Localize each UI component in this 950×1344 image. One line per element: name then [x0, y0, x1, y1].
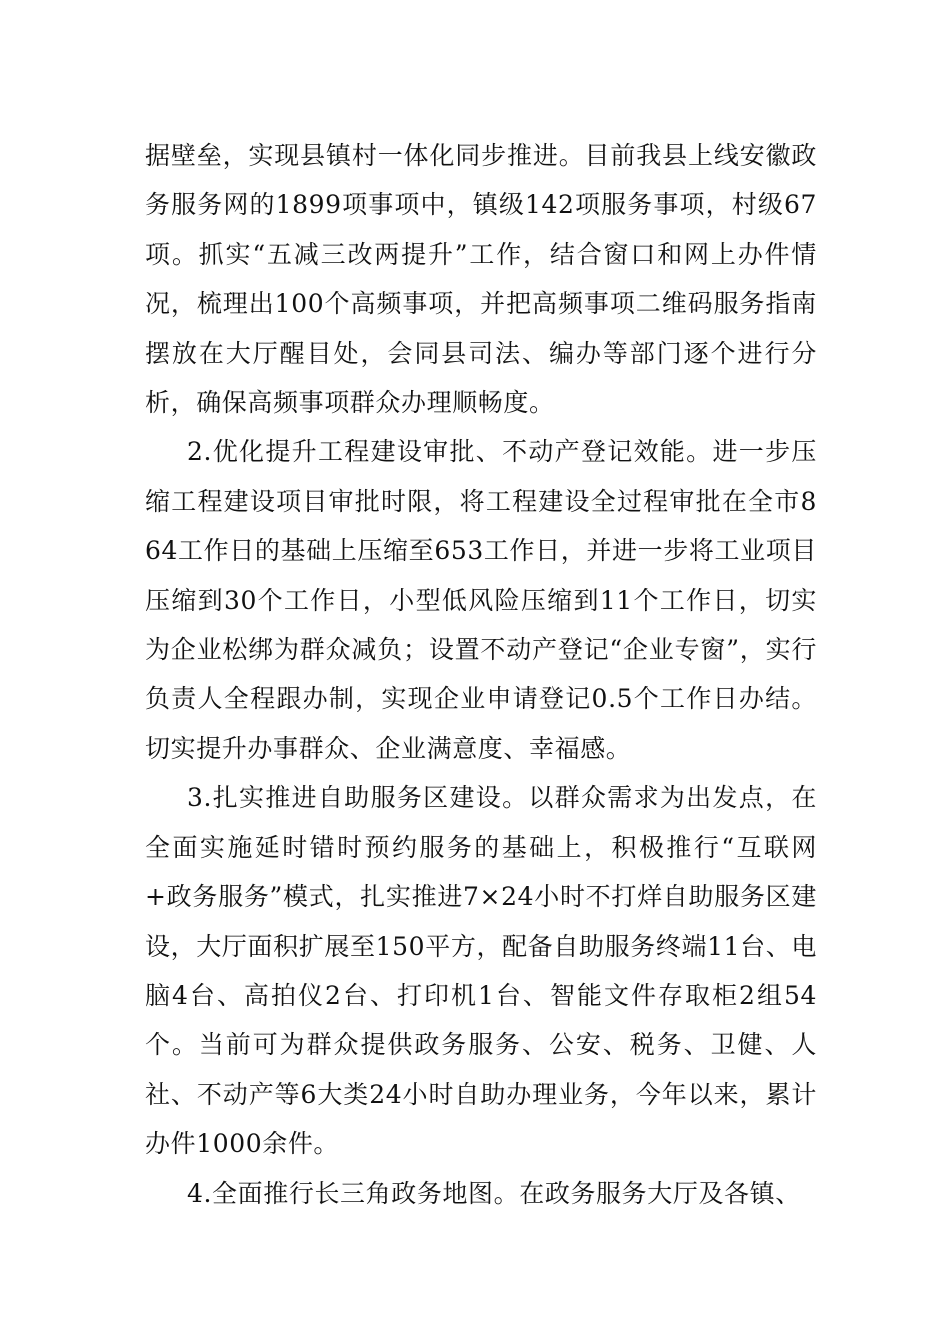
paragraph-item-2: 2.优化提升工程建设审批、不动产登记效能。进一步压缩工程建设项目审批时限，将工程建设全过程审批在全市864工作日的基础上压缩至653工作日，并进一步将工业项目压缩到30个工作日，小型低风险压缩到11个工作日，切实为企业松绑为群众减负；设置不动产登记“企业专窗”，实行负责人全程跟办制，实现企业申请登记0.5个工作日办结。切实提升办事群众、企业满意度、幸福感。 [145, 437, 817, 763]
paragraph-item-3: 3.扎实推进自助服务区建设。以群众需求为出发点，在全面实施延时错时预约服务的基础上，积极推行“互联网+政务服务”模式，扎实推进7×24小时不打烊自助服务区建设，大厅面积扩展至150平方，配备自助服务终端11台、电脑4台、高拍仪2台、打印机1台、智能文件存取柜2组54个。当前可为群众提供政务服务、公安、税务、卫健、人社、不动产等6大类24小时自助办理业务，今年以来，累计办件1000余件。 [145, 783, 817, 1159]
document-body [145, 131, 817, 1218]
paragraph-continuation: 据壁垒，实现县镇村一体化同步推进。目前我县上线安徽政务服务网的1899项事项中，镇级142项服务事项，村级67项。抓实“五减三改两提升”工作，结合窗口和网上办件情况，梳理出100个高频事项，并把高频事项二维码服务指南摆放在大厅醒目处，会同县司法、编办等部门逐个进行分析，确保高频事项群众办理顺畅度。 [145, 141, 817, 418]
paragraph-item-4: 4.全面推行长三角政务地图。在政务服务大厅及各镇、 [187, 1178, 801, 1208]
